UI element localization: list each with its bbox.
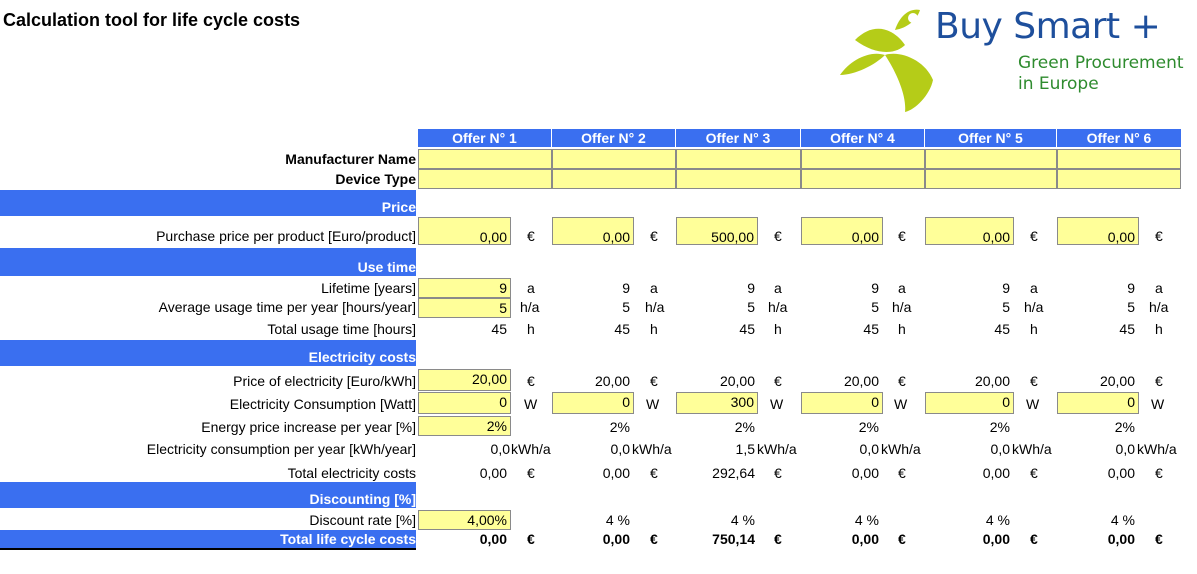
purchase-input-5[interactable]: 0,00 xyxy=(925,217,1014,245)
energy-inc-value-3: 2% xyxy=(734,419,755,435)
hours-unit: h xyxy=(774,321,782,337)
total-elec-label: Total electricity costs xyxy=(287,465,416,481)
purchase-input-3[interactable]: 500,00 xyxy=(676,217,758,245)
total-usage-value-5: 45 xyxy=(994,321,1010,337)
purchase-input-2[interactable]: 0,00 xyxy=(552,217,634,245)
offer-header-4: Offer N° 4 xyxy=(801,129,924,147)
euro-unit: € xyxy=(898,373,906,389)
euro-unit: € xyxy=(1030,465,1038,481)
elec-price-value-4: 20,00 xyxy=(843,373,879,389)
device-label: Device Type xyxy=(335,171,416,187)
hours-unit: h xyxy=(527,321,535,337)
offer-header-2: Offer N° 2 xyxy=(552,129,675,147)
usage-value-4: 5 xyxy=(871,299,879,315)
lifetime-value-5: 9 xyxy=(1002,280,1010,296)
device-input-2[interactable] xyxy=(552,169,676,189)
offer-header-3: Offer N° 3 xyxy=(676,129,800,147)
device-input-5[interactable] xyxy=(925,169,1057,189)
euro-unit: € xyxy=(650,465,658,481)
euro-unit: € xyxy=(527,465,535,481)
hpa-unit: h/a xyxy=(520,299,540,315)
elec-cons-input-2[interactable]: 0 xyxy=(552,392,634,414)
total-usage-value-3: 45 xyxy=(739,321,755,337)
offer-header-5: Offer N° 5 xyxy=(925,129,1056,147)
cons-year-value-1: 0,0 xyxy=(490,441,510,457)
total-usage-value-1: 45 xyxy=(491,321,507,337)
total-usage-label: Total usage time [hours] xyxy=(267,321,416,337)
discount-rate-value-3: 4 % xyxy=(730,512,755,528)
energy-inc-value-6: 2% xyxy=(1114,419,1135,435)
offer-header-6: Offer N° 6 xyxy=(1057,129,1181,147)
lifetime-value-3: 9 xyxy=(747,280,755,296)
manufacturer-input-4[interactable] xyxy=(801,149,925,169)
kwha-unit: kWh/a xyxy=(511,441,551,457)
hours-unit: h xyxy=(1155,321,1163,337)
elec-cons-input-5[interactable]: 0 xyxy=(925,392,1014,414)
usage-value-5: 5 xyxy=(1002,299,1010,315)
years-unit: a xyxy=(1155,280,1163,296)
hours-unit: h xyxy=(898,321,906,337)
cons-year-value-3: 1,5 xyxy=(735,441,755,457)
years-unit: a xyxy=(774,280,782,296)
lifetime-value-4: 9 xyxy=(871,280,879,296)
buy-smart-logo xyxy=(835,0,1185,130)
total-elec-value-6: 0,00 xyxy=(1107,465,1135,481)
total-lcc-value-5: 0,00 xyxy=(982,531,1010,547)
offer-header-1: Offer N° 1 xyxy=(418,129,551,147)
hpa-unit: h/a xyxy=(645,299,665,315)
manufacturer-input-3[interactable] xyxy=(676,149,801,169)
hpa-unit: h/a xyxy=(1024,299,1044,315)
kwha-unit: kWh/a xyxy=(881,441,921,457)
elec-price-value-2: 20,00 xyxy=(594,373,630,389)
total-lcc-value-2: 0,00 xyxy=(602,531,630,547)
brand-tagline: Green Procurement in Europe xyxy=(1018,53,1184,94)
elec-cons-input-1[interactable]: 0 xyxy=(418,392,511,414)
euro-unit: € xyxy=(1155,465,1163,481)
manufacturer-input-5[interactable] xyxy=(925,149,1057,169)
total-lcc-value-6: 0,00 xyxy=(1107,531,1135,547)
total-elec-value-4: 0,00 xyxy=(851,465,879,481)
energy-inc-label: Energy price increase per year [%] xyxy=(201,419,416,435)
usage-value-3: 5 xyxy=(747,299,755,315)
total-lcc-value-4: 0,00 xyxy=(851,531,879,547)
device-input-1[interactable] xyxy=(418,169,552,189)
discount-rate-value-4: 4 % xyxy=(854,512,879,528)
cons-year-value-2: 0,0 xyxy=(610,441,630,457)
elec-price-value-6: 20,00 xyxy=(1099,373,1135,389)
energy-inc-input-1[interactable]: 2% xyxy=(418,416,511,436)
watt-unit: W xyxy=(770,396,784,412)
lifetime-value-6: 9 xyxy=(1127,280,1135,296)
watt-unit: W xyxy=(1151,396,1165,412)
purchase-label: Purchase price per product [Euro/product] xyxy=(156,228,416,244)
kwha-unit: kWh/a xyxy=(1012,441,1052,457)
total-usage-value-2: 45 xyxy=(614,321,630,337)
usage-label: Average usage time per year [hours/year] xyxy=(158,299,416,315)
cons-year-value-4: 0,0 xyxy=(859,441,879,457)
hours-unit: h xyxy=(650,321,658,337)
elec-price-label: Price of electricity [Euro/kWh] xyxy=(233,373,416,389)
discount-rate-label: Discount rate [%] xyxy=(309,512,416,528)
euro-unit: € xyxy=(898,531,906,547)
euro-unit: € xyxy=(774,228,782,244)
manufacturer-input-6[interactable] xyxy=(1057,149,1181,169)
manufacturer-input-1[interactable] xyxy=(418,149,552,169)
euro-unit: € xyxy=(898,465,906,481)
usage-input-1[interactable]: 5 xyxy=(418,298,511,318)
device-input-3[interactable] xyxy=(676,169,801,189)
watt-unit: W xyxy=(524,396,538,412)
elec-cons-input-3[interactable]: 300 xyxy=(676,392,758,414)
purchase-input-6[interactable]: 0,00 xyxy=(1057,217,1139,245)
brand-name: Buy Smart + xyxy=(935,6,1161,47)
elec-price-value-3: 20,00 xyxy=(719,373,755,389)
device-input-6[interactable] xyxy=(1057,169,1181,189)
hpa-unit: h/a xyxy=(1149,299,1169,315)
total-usage-value-6: 45 xyxy=(1119,321,1135,337)
euro-unit: € xyxy=(1155,531,1163,547)
energy-inc-value-5: 2% xyxy=(989,419,1010,435)
manufacturer-label: Manufacturer Name xyxy=(285,151,416,167)
total-lcc-value-3: 750,14 xyxy=(712,531,755,547)
lifetime-value-2: 9 xyxy=(622,280,630,296)
manufacturer-input-2[interactable] xyxy=(552,149,676,169)
total-lcc-value-1: 0,00 xyxy=(479,531,507,547)
total-lcc-label: Total life cycle costs xyxy=(0,530,416,550)
euro-unit: € xyxy=(650,373,658,389)
discount-rate-value-2: 4 % xyxy=(605,512,630,528)
page-title: Calculation tool for life cycle costs xyxy=(3,10,301,30)
euro-unit: € xyxy=(527,228,535,244)
euro-unit: € xyxy=(774,531,782,547)
hpa-unit: h/a xyxy=(892,299,912,315)
total-elec-value-5: 0,00 xyxy=(982,465,1010,481)
discount-rate-value-5: 4 % xyxy=(985,512,1010,528)
leaf-logo-icon xyxy=(835,0,935,115)
euro-unit: € xyxy=(527,531,535,547)
euro-unit: € xyxy=(1030,373,1038,389)
euro-unit: € xyxy=(1155,373,1163,389)
section-electricity: Electricity costs xyxy=(0,340,416,366)
watt-unit: W xyxy=(1026,396,1040,412)
cons-year-label: Electricity consumption per year [kWh/year] xyxy=(146,441,416,457)
elec-price-value-5: 20,00 xyxy=(974,373,1010,389)
years-unit: a xyxy=(650,280,658,296)
section-price: Price xyxy=(0,190,416,216)
purchase-input-4[interactable]: 0,00 xyxy=(801,217,883,245)
elec-price-input-1[interactable]: 20,00 xyxy=(418,369,511,391)
cons-year-value-6: 0,0 xyxy=(1115,441,1135,457)
elec-cons-input-4[interactable]: 0 xyxy=(801,392,883,414)
euro-unit: € xyxy=(1155,228,1163,244)
usage-value-2: 5 xyxy=(622,299,630,315)
lifetime-input-1[interactable]: 9 xyxy=(418,278,511,298)
years-unit: a xyxy=(527,280,535,296)
lifetime-label: Lifetime [years] xyxy=(321,280,416,296)
years-unit: a xyxy=(1030,280,1038,296)
elec-cons-label: Electricity Consumption [Watt] xyxy=(229,396,416,412)
kwha-unit: kWh/a xyxy=(757,441,797,457)
section-use-time: Use time xyxy=(0,248,416,276)
kwha-unit: kWh/a xyxy=(1137,441,1177,457)
total-elec-value-3: 292,64 xyxy=(712,465,755,481)
discount-rate-value-6: 4 % xyxy=(1110,512,1135,528)
euro-unit: € xyxy=(650,531,658,547)
purchase-input-1[interactable]: 0,00 xyxy=(418,217,511,245)
energy-inc-value-4: 2% xyxy=(858,419,879,435)
total-elec-value-2: 0,00 xyxy=(602,465,630,481)
hours-unit: h xyxy=(1030,321,1038,337)
watt-unit: W xyxy=(646,396,660,412)
energy-inc-value-2: 2% xyxy=(609,419,630,435)
euro-unit: € xyxy=(1030,531,1038,547)
years-unit: a xyxy=(898,280,906,296)
hpa-unit: h/a xyxy=(768,299,788,315)
cons-year-value-5: 0,0 xyxy=(990,441,1010,457)
total-elec-value-1: 0,00 xyxy=(479,465,507,481)
euro-unit: € xyxy=(774,373,782,389)
euro-unit: € xyxy=(527,373,535,389)
total-usage-value-4: 45 xyxy=(863,321,879,337)
kwha-unit: kWh/a xyxy=(632,441,672,457)
watt-unit: W xyxy=(894,396,908,412)
euro-unit: € xyxy=(774,465,782,481)
elec-cons-input-6[interactable]: 0 xyxy=(1057,392,1139,414)
device-input-4[interactable] xyxy=(801,169,925,189)
discount-rate-input-1[interactable]: 4,00% xyxy=(418,510,511,530)
section-discounting: Discounting [%] xyxy=(0,482,416,508)
euro-unit: € xyxy=(1030,228,1038,244)
euro-unit: € xyxy=(650,228,658,244)
euro-unit: € xyxy=(898,228,906,244)
usage-value-6: 5 xyxy=(1127,299,1135,315)
